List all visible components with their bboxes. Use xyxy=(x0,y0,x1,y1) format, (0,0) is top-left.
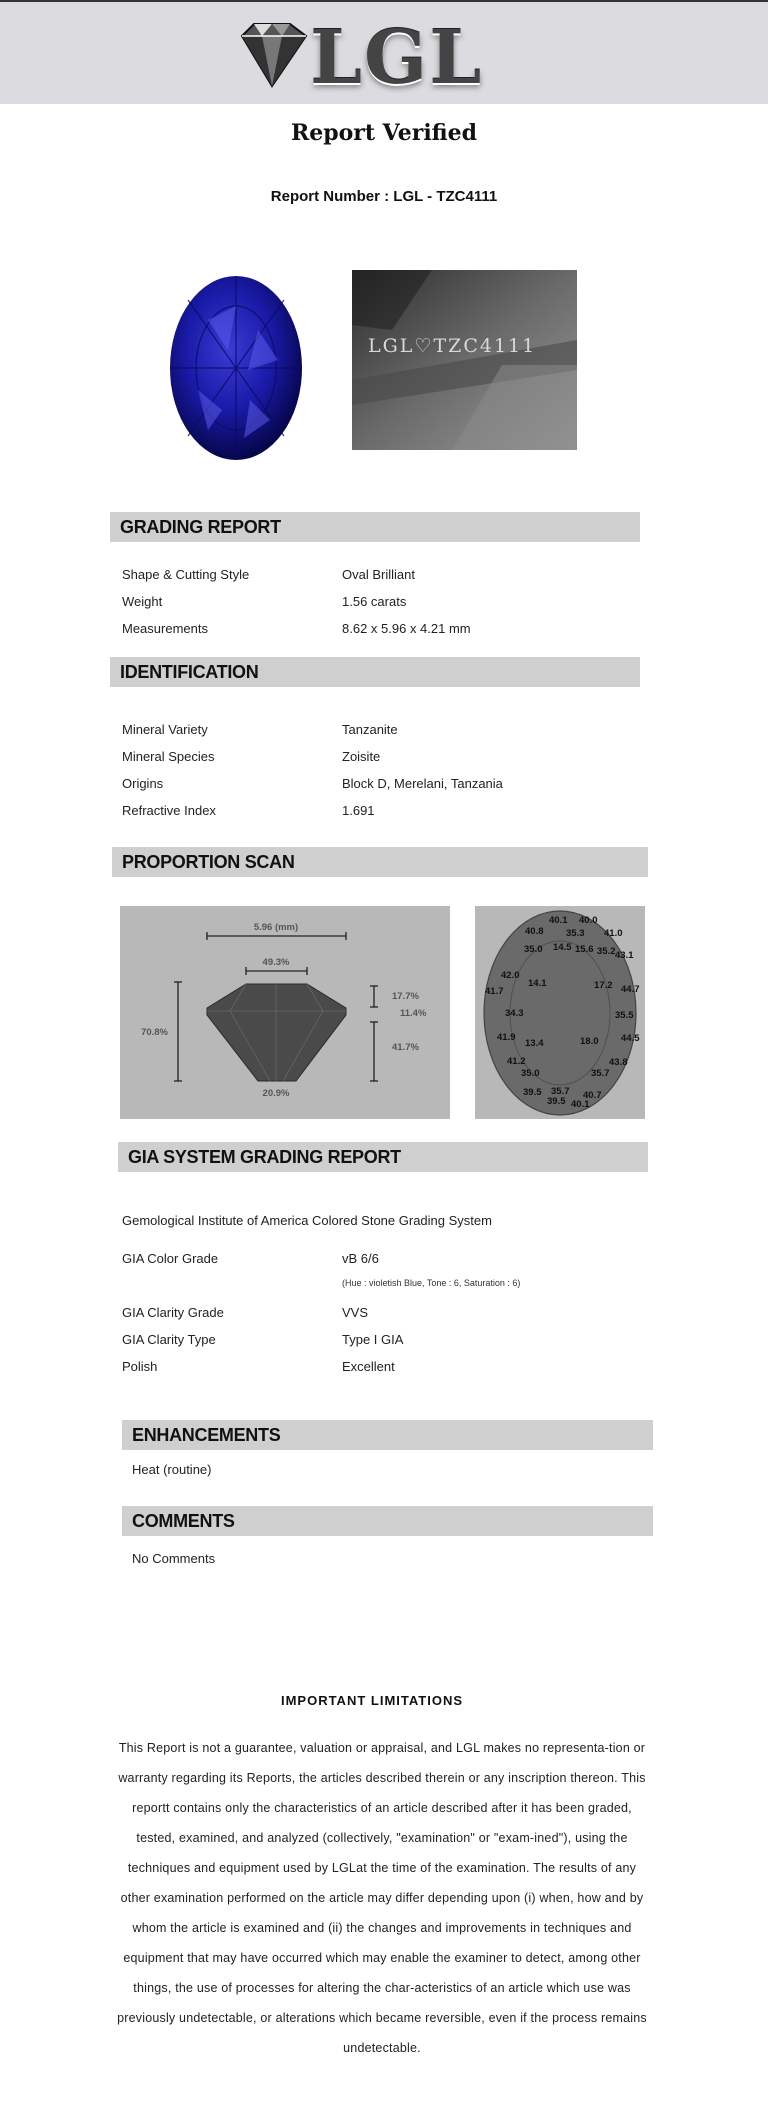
face-value-label: 17.2 xyxy=(594,980,613,991)
face-value-label: 18.0 xyxy=(580,1036,599,1047)
label-gia-clarity-grade: GIA Clarity Grade xyxy=(122,1305,224,1320)
label-mineral-species: Mineral Species xyxy=(122,749,215,764)
face-value-label: 14.1 xyxy=(528,978,547,989)
face-value-label: 35.7 xyxy=(591,1068,610,1079)
lgl-logo[interactable] xyxy=(232,15,492,101)
section-comments: COMMENTS xyxy=(122,1506,653,1536)
face-value-label: 41.0 xyxy=(604,928,623,939)
gia-intro: Gemological Institute of America Colored Stone Grading System xyxy=(122,1213,492,1228)
label-weight: Weight xyxy=(122,594,163,609)
gem-profile xyxy=(207,984,346,1081)
face-value-label: 35.0 xyxy=(521,1068,540,1079)
value-mineral-variety: Tanzanite xyxy=(342,722,398,737)
value-origins: Block D, Merelani, Tanzania xyxy=(342,776,503,791)
face-up-diagram xyxy=(475,906,645,1119)
inscription-text: LGL♡TZC4111 xyxy=(368,335,537,357)
face-value-label: 14.5 xyxy=(553,942,572,953)
face-value-label: 41.2 xyxy=(507,1056,526,1067)
label-origins: Origins xyxy=(122,776,164,791)
value-weight: 1.56 carats xyxy=(342,594,407,609)
face-value-label: 41.9 xyxy=(497,1032,516,1043)
face-value-label: 40.7 xyxy=(583,1090,602,1101)
label-total-depth: 70.8% xyxy=(141,1027,168,1038)
gem-photo xyxy=(138,270,332,464)
section-identification: IDENTIFICATION xyxy=(110,657,640,687)
limitations-text: This Report is not a guarantee, valuation or appraisal, and LGL makes no representa-tion or warranty regarding its Reports, the articles described therein or any inscription thereon. This reportt contains only the characteristics of an article described after it has been graded, tested, examined, and analyzed (collectively, "examination" or "exam-ined"), using the techniques and equipment used by LGLat the time of the examination. The results of any other examination performed on the article may differ depending upon (i) when, how and by whom the article is examined and (ii) the changes and improvements in techniques and equipment that may have occurred which may enable the examiner to detect, among other things, the use of processes for altering the char-acteristics of an article which use was previously undetectable, or alterations which became reversible, even if the process remains undetectable. xyxy=(117,1741,647,2055)
profile-diagram xyxy=(120,906,450,1119)
label-mineral-variety: Mineral Variety xyxy=(122,722,208,737)
face-value-label: 39.5 xyxy=(547,1096,566,1107)
face-value-label: 43.8 xyxy=(609,1057,628,1068)
face-value-label: 13.4 xyxy=(525,1038,544,1049)
gia-color-note: (Hue : violetish Blue, Tone : 6, Saturation : 6) xyxy=(342,1278,521,1288)
face-value-label: 40.1 xyxy=(549,915,568,926)
face-value-label: 44.5 xyxy=(621,1033,640,1044)
face-value-label: 15.6 xyxy=(575,944,594,955)
value-gia-color: vB 6/6 xyxy=(342,1251,379,1266)
label-crown: 17.7% xyxy=(392,991,419,1002)
value-shape: Oval Brilliant xyxy=(342,567,415,582)
face-value-label: 40.0 xyxy=(579,915,598,926)
face-value-label: 44.7 xyxy=(621,984,640,995)
label-measurements: Measurements xyxy=(122,621,208,636)
label-gia-color: GIA Color Grade xyxy=(122,1251,219,1266)
diamond-icon xyxy=(232,22,312,88)
label-shape: Shape & Cutting Style xyxy=(122,567,250,582)
label-pavilion: 41.7% xyxy=(392,1042,419,1053)
label-width: 5.96 (mm) xyxy=(253,922,299,933)
label-culet: 20.9% xyxy=(262,1088,290,1099)
label-girdle: 11.4% xyxy=(400,1008,427,1019)
face-value-label: 35.2 xyxy=(597,946,616,957)
face-value-label: 34.3 xyxy=(505,1008,524,1019)
section-proportion-scan: PROPORTION SCAN xyxy=(112,847,648,877)
page-title: Report Verified xyxy=(290,120,478,146)
value-mineral-species: Zoisite xyxy=(342,749,381,764)
value-measurements: 8.62 x 5.96 x 4.21 mm xyxy=(342,621,471,636)
report-number: Report Number : LGL - TZC4111 xyxy=(270,188,498,205)
comments-text: No Comments xyxy=(132,1551,216,1566)
section-enhancements: ENHANCEMENTS xyxy=(122,1420,653,1450)
face-value-label: 35.7 xyxy=(551,1086,570,1097)
logo-text: LGL xyxy=(310,15,484,101)
inscription-photo xyxy=(352,270,577,450)
face-value-label: 39.5 xyxy=(523,1087,542,1098)
value-polish: Excellent xyxy=(342,1359,395,1374)
section-gia: GIA SYSTEM GRADING REPORT xyxy=(118,1142,648,1172)
value-refractive-index: 1.691 xyxy=(342,803,375,818)
face-value-label: 35.0 xyxy=(524,944,543,955)
limitations-heading: IMPORTANT LIMITATIONS xyxy=(280,1693,464,1708)
enhancements-text: Heat (routine) xyxy=(132,1462,212,1477)
face-value-label: 43.1 xyxy=(615,950,634,961)
face-value-label: 40.1 xyxy=(571,1099,590,1110)
label-gia-clarity-type: GIA Clarity Type xyxy=(122,1332,216,1347)
value-gia-clarity-grade: VVS xyxy=(342,1305,369,1320)
face-value-label: 42.0 xyxy=(501,970,520,981)
label-refractive-index: Refractive Index xyxy=(122,803,216,818)
face-value-label: 41.7 xyxy=(485,986,504,997)
value-gia-clarity-type: Type I GIA xyxy=(342,1332,404,1347)
section-grading-report: GRADING REPORT xyxy=(110,512,640,542)
face-value-label: 35.5 xyxy=(615,1010,634,1021)
label-table: 49.3% xyxy=(262,957,290,968)
label-polish: Polish xyxy=(122,1359,158,1374)
face-value-label: 35.3 xyxy=(566,928,585,939)
face-value-label: 40.8 xyxy=(525,926,544,937)
header-banner xyxy=(0,2,768,104)
